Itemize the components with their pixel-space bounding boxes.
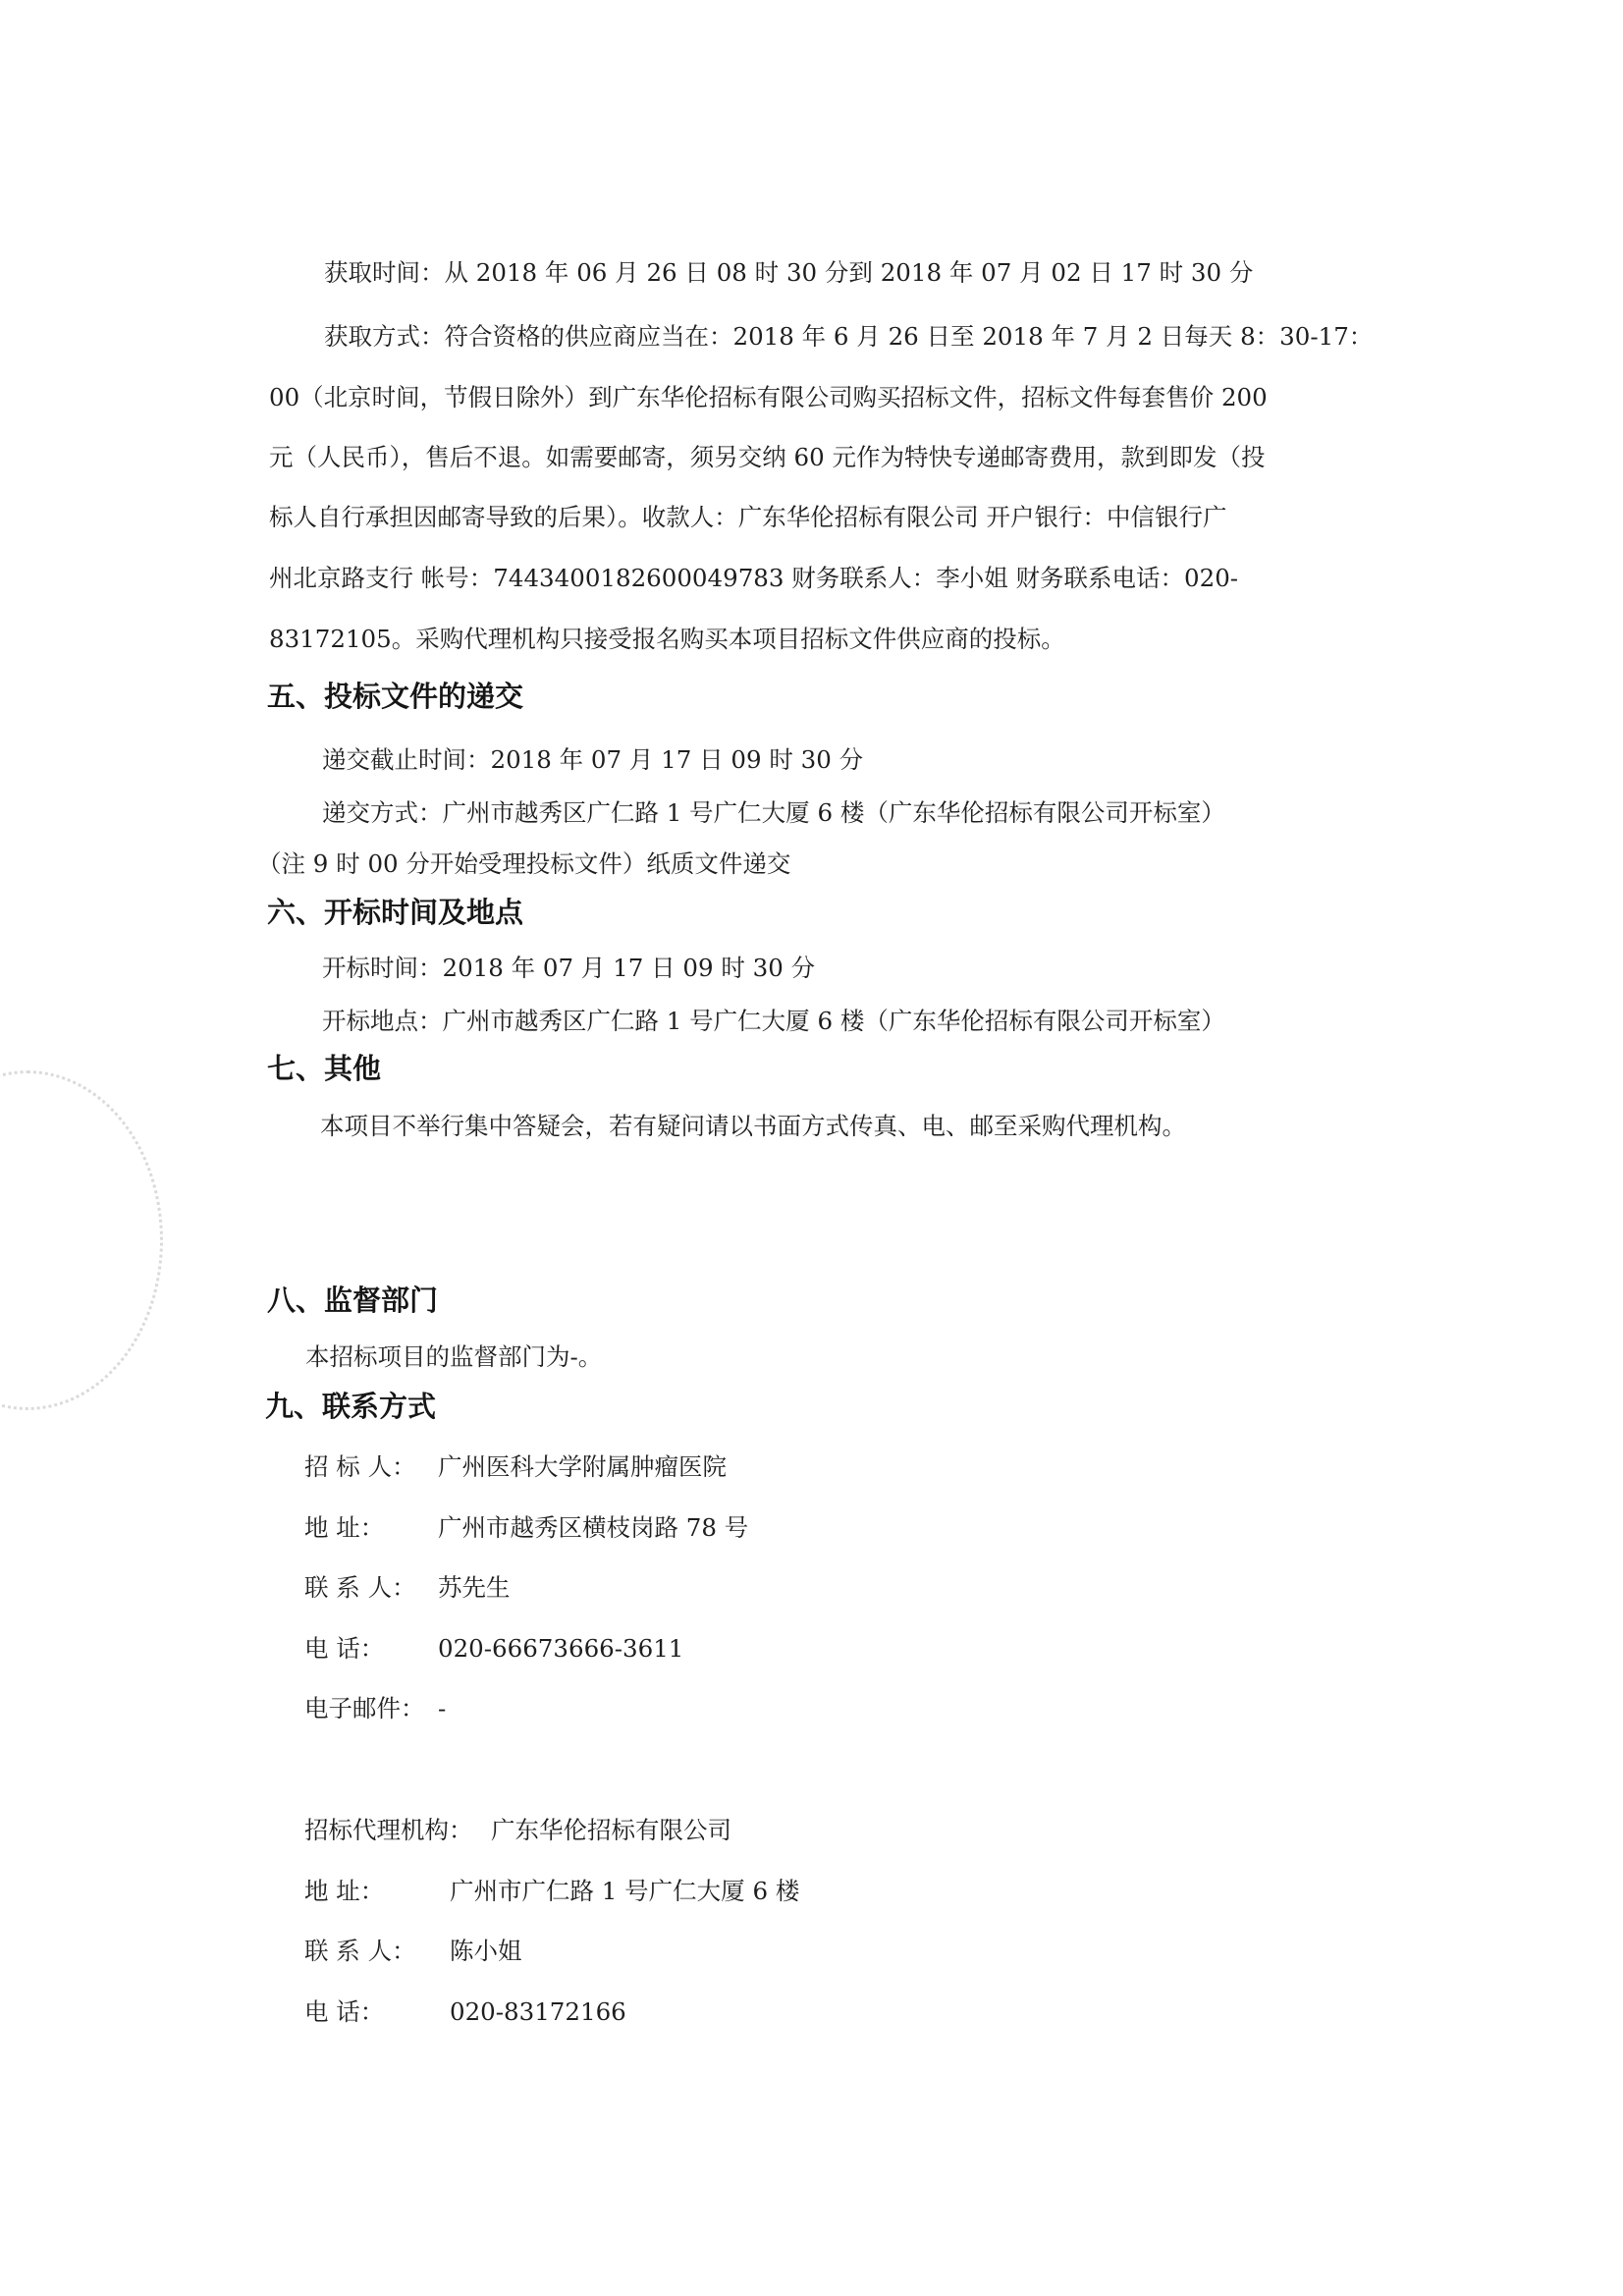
supervision-text: 本招标项目的监督部门为-。 [305,1342,603,1371]
buyer-name-row [304,1451,727,1483]
buyer-phone-value: 020-66673666-3611 [438,1634,684,1663]
submit-method-line-1: 递交方式：广州市越秀区广仁路 1 号广仁大厦 6 楼（广东华伦招标有限公司开标室） [322,798,1225,827]
buyer-email-value: - [438,1694,447,1722]
buyer-name-label: 招 标 人： [304,1452,416,1481]
buyer-contact-value: 苏先生 [438,1573,511,1602]
buyer-address-row [304,1512,748,1544]
buyer-email-label: 电子邮件： [304,1694,425,1722]
buyer-address-label: 地 址： [304,1513,385,1542]
buyer-email-row [304,1693,446,1724]
section-7-title: 七、其他 [267,1052,382,1085]
get-method-line-4: 标人自行承担因邮寄导致的后果）。收款人：广东华伦招标有限公司 开户银行：中信银行广 [269,503,1227,531]
get-method-line-3: 元（人民币），售后不退。如需要邮寄，须另交纳 60 元作为特快专递邮寄费用，款到即发（投 [269,443,1266,471]
agency-name-value: 广东华伦招标有限公司 [491,1816,731,1844]
buyer-contact-row [304,1572,511,1604]
agency-contact-row [304,1936,522,1967]
get-method-line-5: 州北京路支行 帐号：7443400182600049783 财务联系人：李小姐 财务联系电话：020- [269,564,1239,592]
section-8-title: 八、监督部门 [267,1284,439,1317]
agency-address-label: 地 址： [304,1877,385,1905]
buyer-phone-label: 电 话： [304,1634,385,1663]
agency-contact-label: 联 系 人： [304,1937,416,1965]
agency-phone-row [304,1996,626,2028]
agency-name-row [304,1815,731,1846]
agency-phone-label: 电 话： [304,1997,385,2026]
buyer-name-value: 广州医科大学附属肿瘤医院 [438,1452,727,1481]
official-seal-stamp [0,1070,163,1410]
other-text: 本项目不举行集中答疑会，若有疑问请以书面方式传真、电、邮至采购代理机构。 [320,1112,1186,1140]
submit-deadline: 递交截止时间：2018 年 07 月 17 日 09 时 30 分 [322,745,864,774]
get-time-line: 获取时间：从 2018 年 06 月 26 日 08 时 30 分到 2018 年 07 月 02 日 17 时 30 分 [324,258,1254,287]
buyer-phone-row [304,1633,683,1665]
opening-time: 开标时间：2018 年 07 月 17 日 09 时 30 分 [322,954,816,982]
section-9-title: 九、联系方式 [265,1390,437,1423]
agency-address-row [304,1876,799,1907]
get-method-line-6: 83172105。采购代理机构只接受报名购买本项目招标文件供应商的投标。 [269,625,1065,653]
section-5-title: 五、投标文件的递交 [267,680,524,713]
section-6-title: 六、开标时间及地点 [267,896,524,929]
agency-contact-value: 陈小姐 [450,1937,522,1965]
submit-method-line-2: （注 9 时 00 分开始受理投标文件）纸质文件递交 [257,849,791,878]
agency-phone-value: 020-83172166 [450,1997,626,2026]
get-method-line-1: 获取方式：符合资格的供应商应当在：2018 年 6 月 26 日至 2018 年 7 月 2 日每天 8：30-17： [324,322,1374,351]
agency-name-label: 招标代理机构： [304,1816,473,1844]
get-method-line-2: 00（北京时间，节假日除外）到广东华伦招标有限公司购买招标文件，招标文件每套售价 200 [269,383,1268,411]
opening-place: 开标地点：广州市越秀区广仁路 1 号广仁大厦 6 楼（广东华伦招标有限公司开标室） [322,1007,1225,1035]
agency-address-value: 广州市广仁路 1 号广仁大厦 6 楼 [450,1877,800,1905]
buyer-contact-label: 联 系 人： [304,1573,416,1602]
buyer-address-value: 广州市越秀区横枝岗路 78 号 [438,1513,749,1542]
